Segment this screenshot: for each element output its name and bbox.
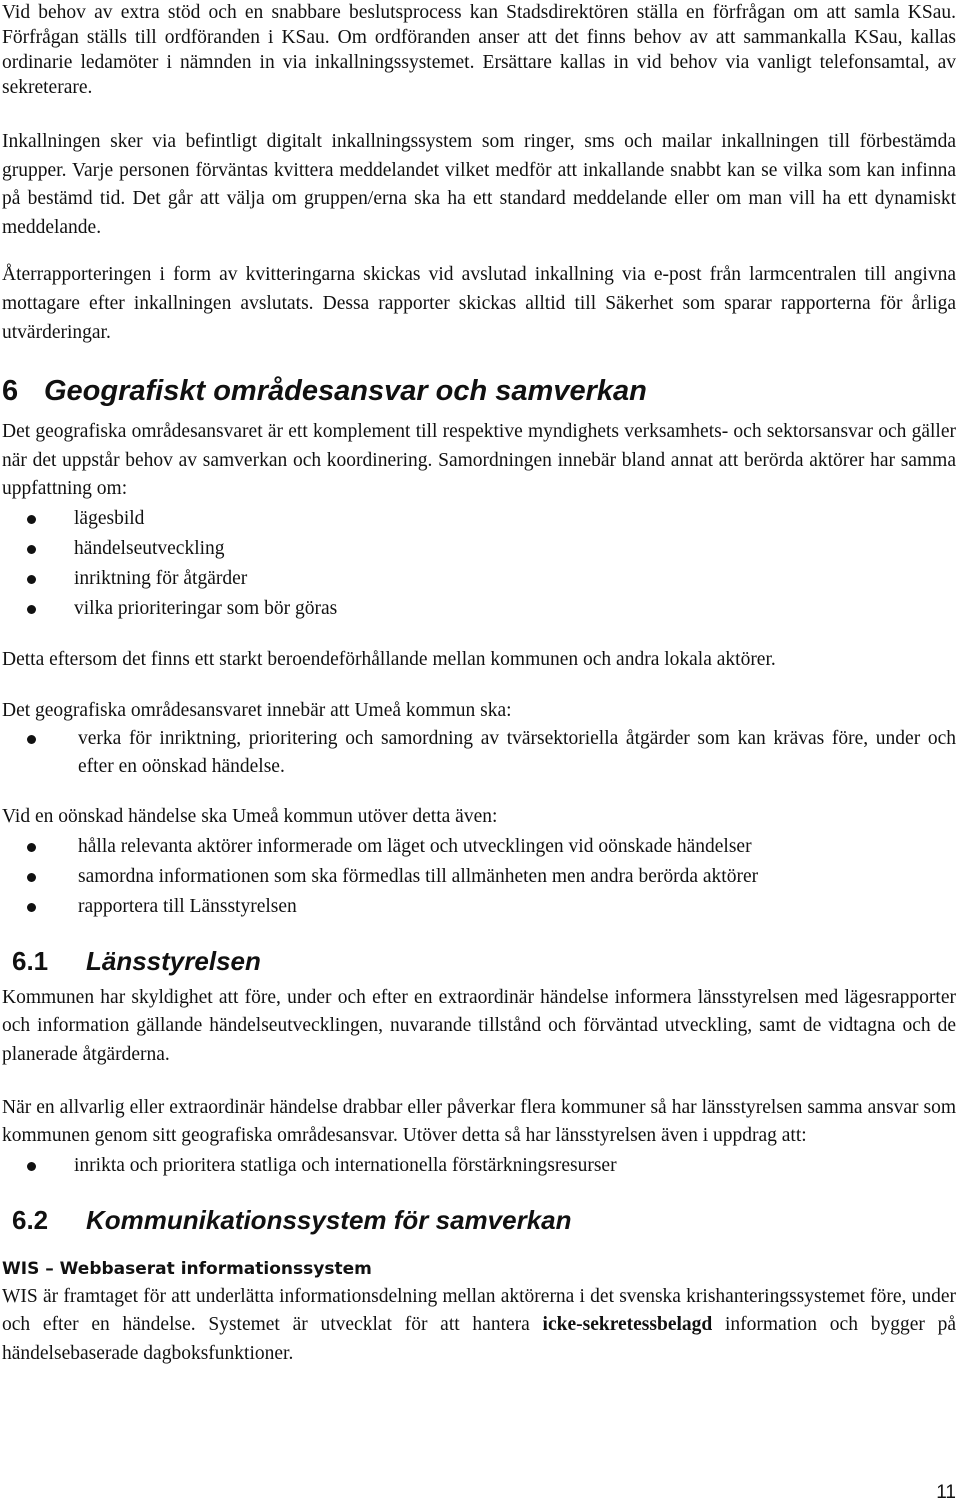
intro-paragraph-3: Återrapporteringen i form av kvitteringarna skickas vid avslutad inkallning via e-post från larmcentralen till angivna mottagare efter inkallningen avslutats. Dessa rapporter skickas alltid till Säkerhet som sparar rapporterna för årliga utvärderingar. [2, 264, 956, 343]
bullet-icon [27, 873, 36, 882]
list-item: vilka prioriteringar som bör göras [2, 594, 956, 624]
wis-subheading: WIS – Webbaserat informationssystem [2, 1258, 372, 1279]
section-6-1-paragraph-2: När en allvarlig eller extraordinär händelse drabbar eller påverkar flera kommuner så har länsstyrelsen samma ansvar som kommunen genom sitt geografiska områdesansvar. Utöver detta så har länsstyrelsen även i uppdrag att: [2, 1096, 956, 1147]
bullet-icon [27, 515, 36, 524]
list-item: samordna informationen som ska förmedlas till allmänheten men andra berörda aktörer [2, 862, 956, 892]
section-6-2-paragraph-1: WIS är framtaget för att underlätta informationsdelning mellan aktörerna i det svenska krishanteringssystemet före, under och efter en händelse. Systemet är utvecklat för att hantera icke-sekretessbelagd information och bygger på händelsebaserade dagboksfunktioner. [2, 1285, 956, 1364]
page-number: 11 [936, 1482, 956, 1503]
bullet-icon [27, 903, 36, 912]
bullet-icon [27, 843, 36, 852]
list-item: händelseutveckling [2, 534, 956, 564]
section-6-list-3 [2, 832, 956, 922]
list-item: lägesbild [2, 504, 956, 534]
section-6-1-heading [2, 944, 956, 978]
section-6-heading [2, 374, 956, 408]
section-6-2-title: Kommunikationssystem för samverkan [86, 1204, 572, 1235]
document-page [2, 0, 956, 1368]
bullet-icon [27, 1162, 36, 1171]
list-item: verka för inriktning, prioritering och samordning av tvärsektoriella åtgärder som kan krävas före, under och efter en oönskad händelse. [2, 725, 956, 781]
section-6-paragraph-3: Det geografiska områdesansvaret innebär att Umeå kommun ska: [2, 699, 512, 721]
section-6-1-number: 6.1 [12, 945, 49, 976]
list-item: inrikta och prioritera statliga och internationella förstärkningsresurser [2, 1151, 956, 1181]
section-6-list-1 [2, 504, 956, 624]
intro-paragraph-2: Inkallningen sker via befintligt digitalt inkallningssystem som ringer, sms och mailar inkallningen till förbestämda grupper. Varje personen förväntas kvittera meddelandet vilket medför att inkallande snabbt kan se vilka som kan infinna på bestämd tid. Det går att välja om gruppen/erna ska ha ett standard meddelande eller om man vill ha ett dynamiskt meddelande. [2, 131, 956, 238]
section-6-title: Geografiskt områdesansvar och samverkan [44, 375, 647, 408]
section-6-1-paragraph-1: Kommunen har skyldighet att före, under och efter en extraordinär händelse informera länsstyrelsen med lägesrapporter och information gällande händelseutvecklingen, nuvarande tillstånd och förväntad utveckling, samt de vidtagna och de planerade åtgärderna. [2, 986, 956, 1065]
list-item: hålla relevanta aktörer informerade om läget och utvecklingen vid oönskade händelser [2, 832, 956, 862]
list-item: rapportera till Länsstyrelsen [2, 892, 956, 922]
section-6-1-title: Länsstyrelsen [86, 945, 261, 976]
bullet-icon [27, 545, 36, 554]
bullet-icon [27, 735, 36, 744]
section-6-2-heading [2, 1203, 956, 1237]
section-6-2-number: 6.2 [12, 1204, 49, 1235]
section-6-1-list [2, 1151, 956, 1181]
intro-paragraph-1: Vid behov av extra stöd och en snabbare beslutsprocess kan Stadsdirektören ställa en förfrågan om att samla KSau. Förfrågan ställs till ordföranden i KSau. Om ordföranden anser att det finns behov av att sammankalla KSau, kallas ordinarie ledamöter i nämnden in via inkallningssystemet. Ersättare kallas in vid behov via vanligt telefonsamtal, av sekreterare. [2, 2, 956, 98]
section-6-list-2 [2, 725, 956, 781]
section-6-paragraph-2: Detta eftersom det finns ett starkt beroendeförhållande mellan kommunen och andra lokala aktörer. [2, 648, 776, 670]
list-item: inriktning för åtgärder [2, 564, 956, 594]
section-6-number: 6 [2, 375, 19, 408]
bullet-icon [27, 575, 36, 584]
emphasis-text: icke-sekretessbelagd [542, 1314, 713, 1336]
section-6-paragraph-1: Det geografiska områdesansvaret är ett komplement till respektive myndighets verksamhets- och sektorsansvar och gäller när det uppstår behov av samverkan och koordinering. Samordningen innebär bland annat att berörda aktörer har samma uppfattning om: [2, 421, 956, 500]
section-6-paragraph-4: Vid en oönskad händelse ska Umeå kommun utöver detta även: [2, 806, 498, 828]
bullet-icon [27, 605, 36, 614]
